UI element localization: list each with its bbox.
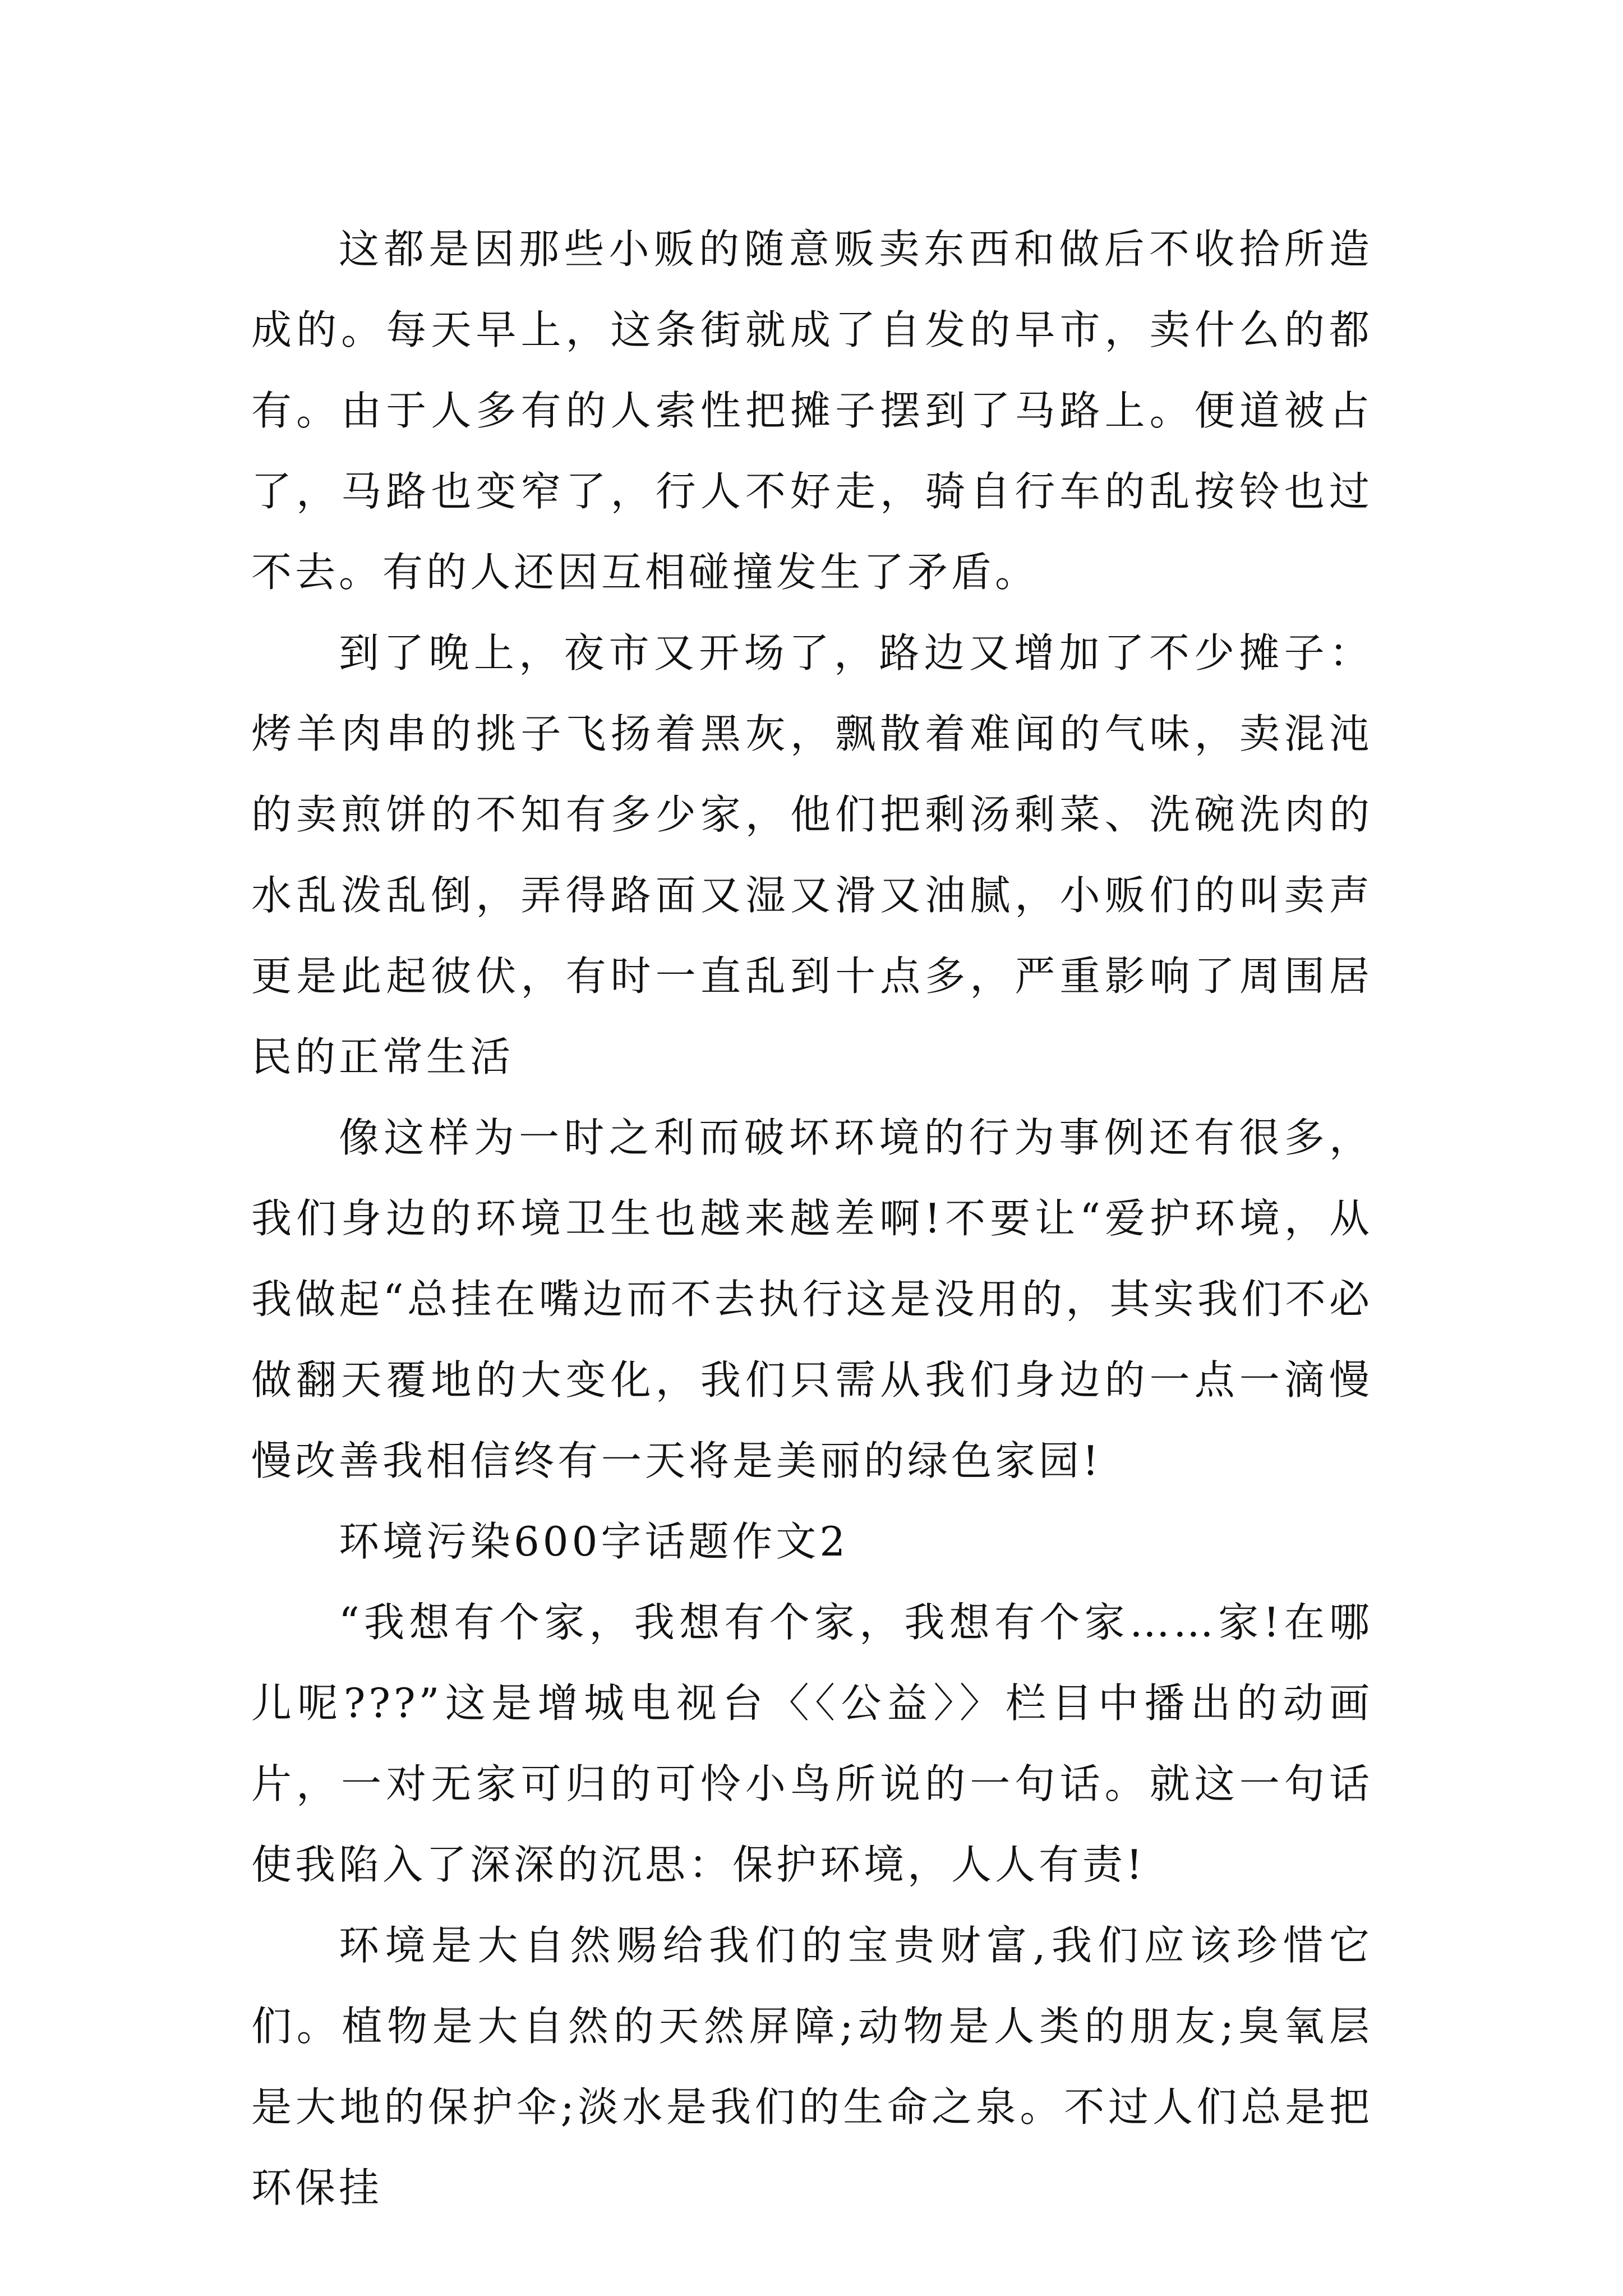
paragraph-nature-wealth: 环境是大自然赐给我们的宝贵财富,我们应该珍惜它们。植物是大自然的天然屏障;动物是人类的朋友;臭氧层是大地的保护伞;淡水是我们的生命之泉。不过人们总是把环保挂 xyxy=(251,1922,1373,2211)
paragraph-street-vendors: 这都是因那些小贩的随意贩卖东西和做后不收拾所造成的。每天早上，这条街就成了自发的早市，卖什么的都有。由于人多有的人索性把摊子摆到了马路上。便道被占了，马路也变窄了，行人不好走，骑自行车的乱按铃也过不去。有的人还因互相碰撞发生了矛盾。 xyxy=(251,226,1373,596)
paragraph-bird-home: “我想有个家，我想有个家，我想有个家……家!在哪儿呢???”这是增城电视台〈〈公益〉〉栏目中播出的动画片，一对无家可归的可怜小鸟所说的一句话。就这一句话使我陷入了深深的沉思：保护环境，人人有责! xyxy=(251,1599,1373,1888)
paragraph-environment-conclusion: 像这样为一时之利而破坏环境的行为事例还有很多，我们身边的环境卫生也越来越差啊!不要让“爱护环境，从我做起“总挂在嘴边而不去执行这是没用的，其实我们不必做翻天覆地的大变化，我们只需从我们身边的一点一滴慢慢改善我相信终有一天将是美丽的绿色家园! xyxy=(251,1114,1373,1484)
document-body xyxy=(251,209,1373,2228)
essay-heading: 环境污染600字话题作文2 xyxy=(339,1518,849,1565)
paragraph-night-market: 到了晚上，夜市又开场了，路边又增加了不少摊子：烤羊肉串的挑子飞扬着黑灰，飘散着难闻的气味，卖混沌的卖煎饼的不知有多少家，他们把剩汤剩菜、洗碗洗肉的水乱泼乱倒，弄得路面又湿又滑又油腻，小贩们的叫卖声更是此起彼伏，有时一直乱到十点多，严重影响了周围居民的正常生活 xyxy=(251,629,1373,1080)
